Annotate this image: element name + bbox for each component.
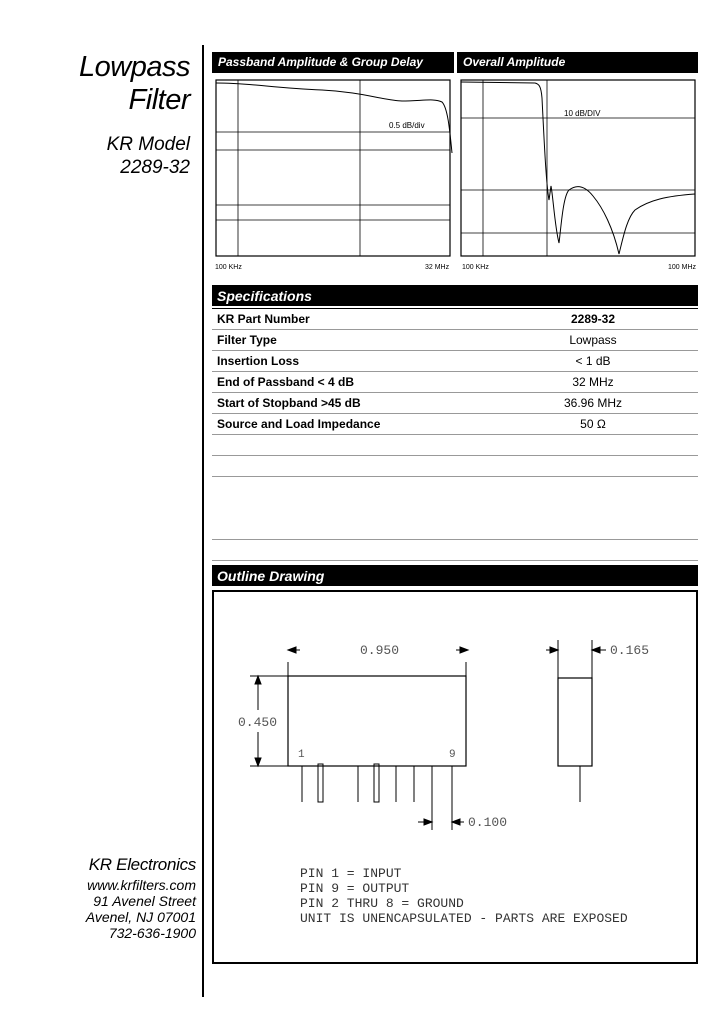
- overall-plot: [457, 78, 699, 258]
- vertical-divider: [202, 45, 204, 997]
- spec-label: Source and Load Impedance: [212, 414, 488, 435]
- overall-plot-frame: [461, 80, 695, 256]
- passband-amplitude-curve: [216, 83, 452, 153]
- table-row-empty: [212, 456, 698, 477]
- company-street: 91 Avenel Street: [93, 893, 196, 909]
- specifications-title: Specifications: [217, 288, 312, 304]
- table-row: [212, 372, 698, 393]
- pitch-dimension-value: 0.100: [468, 815, 508, 830]
- spec-value: Lowpass: [488, 330, 698, 351]
- outline-drawing-title: Outline Drawing: [217, 568, 325, 584]
- overall-plot-title: Overall Amplitude: [463, 55, 566, 69]
- pin-note-3: PIN 2 THRU 8 = GROUND: [300, 896, 464, 911]
- company-city: Avenel, NJ 07001: [85, 909, 196, 925]
- overall-x-start: 100 KHz: [462, 264, 489, 271]
- spec-label: Insertion Loss: [212, 351, 488, 372]
- spec-value: 50 Ω: [488, 414, 698, 435]
- outline-drawing-header: [212, 565, 698, 586]
- pin-note-1: PIN 1 = INPUT: [300, 866, 402, 881]
- length-arrow-left: [288, 647, 296, 653]
- passband-plot: [212, 78, 454, 258]
- table-row-empty: [212, 477, 698, 540]
- table-row: [212, 393, 698, 414]
- spec-value: 32 MHz: [488, 372, 698, 393]
- company-website[interactable]: www.krfilters.com: [87, 877, 196, 893]
- spec-value: 2289-32: [488, 309, 698, 330]
- model-number: 2289-32: [120, 157, 190, 178]
- company-phone: 732-636-1900: [108, 925, 196, 941]
- passband-x-start: 100 KHz: [215, 264, 242, 271]
- passband-plot-header: [212, 52, 454, 73]
- pin-last-label: 9: [449, 749, 456, 761]
- passband-x-end: 32 MHz: [425, 264, 450, 271]
- specifications-table: [212, 308, 698, 561]
- passband-scale-label: 0.5 dB/div: [389, 121, 425, 130]
- table-row: [212, 351, 698, 372]
- passband-plot-frame: [216, 80, 450, 256]
- specifications-header: [212, 285, 698, 306]
- model-label: KR Model: [106, 134, 190, 155]
- passband-grid: [216, 80, 450, 256]
- pin-note-4: UNIT IS UNENCAPSULATED - PARTS ARE EXPOSED: [300, 911, 628, 926]
- overall-x-end: 100 MHz: [668, 264, 697, 271]
- overall-plot-header: [457, 52, 698, 73]
- thickness-dimension-value: 0.165: [610, 643, 650, 658]
- length-dimension-value: 0.950: [360, 643, 400, 658]
- spec-value: < 1 dB: [488, 351, 698, 372]
- passband-plot-title: Passband Amplitude & Group Delay: [218, 55, 423, 69]
- pin-first-label: 1: [298, 749, 305, 761]
- overall-grid: [461, 80, 695, 256]
- title-lowpass: Lowpass: [79, 51, 190, 83]
- height-dimension-value: 0.450: [238, 715, 278, 730]
- spec-value: 36.96 MHz: [488, 393, 698, 414]
- overall-amplitude-curve: [461, 82, 695, 254]
- spec-label: Filter Type: [212, 330, 488, 351]
- title-filter: Filter: [128, 84, 190, 116]
- table-row-empty: [212, 435, 698, 456]
- package-pins: [302, 764, 452, 802]
- overall-scale-label: 10 dB/DIV: [564, 109, 601, 118]
- table-row: [212, 309, 698, 330]
- package-body-side: [558, 678, 592, 766]
- table-row-empty: [212, 540, 698, 561]
- pin-note-2: PIN 9 = OUTPUT: [300, 881, 410, 896]
- table-row: [212, 414, 698, 435]
- length-arrow-right: [460, 647, 468, 653]
- package-body-front: [288, 676, 466, 766]
- spec-label: KR Part Number: [212, 309, 488, 330]
- table-row: [212, 330, 698, 351]
- company-name: KR Electronics: [88, 855, 196, 874]
- spec-label: End of Passband < 4 dB: [212, 372, 488, 393]
- spec-label: Start of Stopband >45 dB: [212, 393, 488, 414]
